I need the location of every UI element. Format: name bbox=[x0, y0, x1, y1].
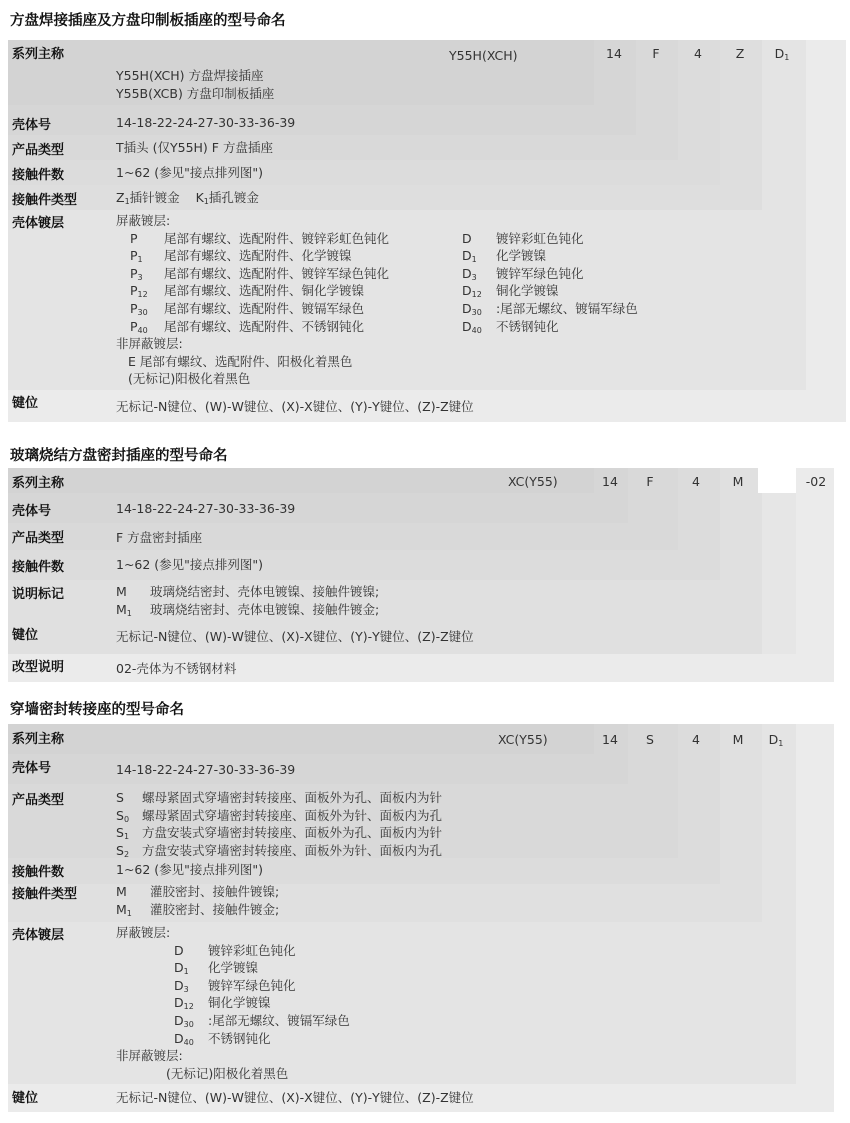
s3-code-plating: $D_1$ bbox=[768, 732, 784, 748]
desc-item: M 玻璃烧结密封、壳体电镀镍、接触件镀镍; bbox=[116, 584, 380, 599]
row-value: $Z_1$插针镀金 $K_1$插孔镀金 bbox=[116, 190, 259, 206]
item-code: $D_3$ bbox=[462, 265, 477, 282]
item-text: 镀锌军绿色钝化 bbox=[208, 977, 296, 993]
row-label: 键位 bbox=[12, 396, 39, 411]
list-item bbox=[174, 977, 350, 995]
list-item bbox=[174, 959, 350, 977]
ctype-list bbox=[116, 883, 279, 918]
s1-code-type: F bbox=[652, 46, 660, 61]
shield-label: 屏蔽镀层: bbox=[116, 213, 171, 228]
list-item bbox=[174, 1012, 350, 1030]
item-text: 铜化学镀镍 bbox=[496, 283, 559, 299]
row-label: 接触件类型 bbox=[12, 193, 78, 208]
item-text: 尾部有螺纹、选配附件、铜化学镀镍 bbox=[164, 283, 365, 299]
s2-code-contacts: 4 bbox=[692, 474, 700, 489]
nonshield-none: (无标记)阳极化着黑色 bbox=[166, 1065, 289, 1081]
row-label: 接触件数 bbox=[12, 560, 65, 575]
item-code: D bbox=[174, 942, 184, 958]
row-value: 1~62 (参见"接点排列图") bbox=[116, 165, 264, 180]
item-code: $P_1$ bbox=[130, 248, 143, 265]
desc-item: $M_1$ 玻璃烧结密封、壳体电镀镍、接触件镀金; bbox=[116, 601, 380, 618]
section2-title: 玻璃烧结方盘密封插座的型号命名 bbox=[10, 448, 228, 464]
list-item bbox=[174, 1030, 350, 1048]
item-text: 镀锌军绿色钝化 bbox=[496, 265, 584, 281]
row-label: 改型说明 bbox=[12, 660, 65, 675]
plating-list bbox=[116, 230, 816, 336]
item-text: 螺母紧固式穿墙密封转接座、面板外为孔、面板内为针 bbox=[142, 790, 443, 805]
item-code: $P_{30}$ bbox=[130, 300, 148, 317]
plating-left-item bbox=[130, 318, 364, 340]
plating-line bbox=[116, 318, 816, 336]
item-text: 方盘安装式穿墙密封转接座、面板外为孔、面板内为针 bbox=[142, 825, 443, 841]
item-text: 镀锌彩虹色钝化 bbox=[208, 942, 296, 958]
row-label: 接触件数 bbox=[12, 168, 65, 183]
s3-code-series: XC(Y55) bbox=[498, 732, 548, 747]
list-item bbox=[174, 942, 350, 960]
row-value: T插头 (仅Y55H) F 方盘插座 bbox=[116, 140, 273, 155]
s2-code-mod: -02 bbox=[805, 474, 827, 489]
list-item bbox=[116, 901, 279, 919]
s3-code-shell: 14 bbox=[602, 732, 618, 747]
item-text: :尾部无螺纹、镀镉军绿色 bbox=[496, 300, 638, 316]
list-item bbox=[174, 994, 350, 1012]
item-code: $D_{40}$ bbox=[174, 1030, 194, 1047]
plating-left-item bbox=[130, 230, 389, 248]
list-item bbox=[116, 883, 279, 901]
row-value: 14-18-22-24-27-30-33-36-39 bbox=[116, 762, 296, 777]
item-code: $D_{30}$ bbox=[462, 300, 482, 317]
list-item bbox=[116, 807, 442, 825]
row-label: 壳体号 bbox=[12, 761, 52, 776]
item-text: 灌胶密封、接触件镀镍; bbox=[150, 884, 280, 899]
plating-block bbox=[116, 212, 816, 388]
section1-title: 方盘焊接插座及方盘印制板插座的型号命名 bbox=[10, 13, 286, 29]
series-item: Y55B(XCB) 方盘印制板插座 bbox=[116, 85, 275, 101]
list-item bbox=[116, 789, 442, 807]
item-code: $D_{40}$ bbox=[462, 318, 482, 335]
s1-code-plating: $D_1$ bbox=[774, 46, 790, 62]
row-label: 壳体镀层 bbox=[12, 928, 65, 943]
item-code: $M_1$ bbox=[116, 901, 132, 918]
row-label: 说明标记 bbox=[12, 587, 65, 602]
item-text: :尾部无螺纹、镀镉军绿色 bbox=[208, 1012, 350, 1028]
plating-right-item bbox=[462, 230, 584, 248]
row-value: 1~62 (参见"接点排列图") bbox=[116, 862, 264, 877]
row-label: 产品类型 bbox=[12, 143, 65, 158]
item-code: $S_2$ bbox=[116, 842, 130, 859]
row-label: 系列主称 bbox=[12, 732, 65, 747]
item-text: 镀锌彩虹色钝化 bbox=[496, 230, 584, 246]
section3-title: 穿墙密封转接座的型号命名 bbox=[10, 702, 184, 718]
item-text: 化学镀镍 bbox=[496, 248, 547, 264]
shield-label: 屏蔽镀层: bbox=[116, 925, 171, 940]
plating-line bbox=[116, 265, 816, 283]
item-text: 尾部有螺纹、选配附件、镀锌军绿色钝化 bbox=[164, 265, 390, 281]
plating-line bbox=[116, 230, 816, 248]
item-code: M bbox=[116, 884, 127, 899]
item-code: $S_0$ bbox=[116, 807, 130, 824]
item-code: $P_3$ bbox=[130, 265, 143, 282]
row-label: 键位 bbox=[12, 628, 39, 643]
plating-line bbox=[116, 247, 816, 265]
s3-code-contacts: 4 bbox=[692, 732, 700, 747]
nonshield-none: (无标记)阳极化着黑色 bbox=[128, 371, 251, 387]
desc-list bbox=[116, 583, 379, 618]
s2-code-type: F bbox=[646, 474, 654, 489]
series-item: Y55H(XCH) 方盘焊接插座 bbox=[116, 68, 264, 83]
item-text: 螺母紧固式穿墙密封转接座、面板外为针、面板内为孔 bbox=[142, 807, 443, 823]
s2-code-series: XC(Y55) bbox=[508, 474, 558, 489]
item-text: 尾部有螺纹、选配附件、不锈钢钝化 bbox=[164, 318, 365, 334]
row-label: 系列主称 bbox=[12, 47, 65, 62]
row-value: 1~62 (参见"接点排列图") bbox=[116, 557, 264, 572]
item-code: $D_3$ bbox=[174, 977, 189, 994]
row-value: 无标记-N键位、(W)-W键位、(X)-X键位、(Y)-Y键位、(Z)-Z键位 bbox=[116, 1090, 474, 1105]
s2-code-desc: M bbox=[732, 474, 744, 489]
item-code: $P_{12}$ bbox=[130, 283, 148, 300]
item-code: $S_1$ bbox=[116, 825, 130, 842]
list-item bbox=[116, 824, 442, 842]
plating-block bbox=[116, 924, 350, 1082]
nonshield-e: E 尾部有螺纹、选配附件、阳极化着黑色 bbox=[128, 353, 353, 369]
s1-code-series: Y55H(XCH) bbox=[449, 48, 518, 63]
item-text: 化学镀镍 bbox=[208, 960, 259, 976]
s1-code-shell: 14 bbox=[606, 46, 622, 61]
plating-line bbox=[116, 300, 816, 318]
row-label: 键位 bbox=[12, 1091, 39, 1106]
item-code: $D_{30}$ bbox=[174, 1012, 194, 1029]
s1-code-ctype: Z bbox=[735, 46, 745, 61]
item-text: 灌胶密封、接触件镀金; bbox=[150, 901, 280, 917]
row-label: 产品类型 bbox=[12, 531, 65, 546]
type-list bbox=[116, 789, 442, 859]
item-code: $D_1$ bbox=[174, 960, 189, 977]
item-code: $P_{40}$ bbox=[130, 318, 148, 335]
row-label: 接触件数 bbox=[12, 865, 65, 880]
item-code: S bbox=[116, 790, 124, 805]
item-text: 方盘安装式穿墙密封转接座、面板外为针、面板内为孔 bbox=[142, 842, 443, 858]
plating-line bbox=[116, 282, 816, 300]
row-label: 产品类型 bbox=[12, 793, 65, 808]
nonshield-label: 非屏蔽镀层: bbox=[116, 336, 183, 352]
item-code: P bbox=[130, 230, 138, 246]
item-code: D bbox=[462, 230, 472, 246]
item-text: 不锈钢钝化 bbox=[496, 318, 559, 334]
series-list bbox=[116, 67, 274, 102]
row-label: 壳体号 bbox=[12, 118, 52, 133]
row-label: 壳体号 bbox=[12, 504, 52, 519]
plating-right-item bbox=[462, 318, 559, 340]
item-text: 尾部有螺纹、选配附件、镀锌彩虹色钝化 bbox=[164, 230, 390, 246]
nonshield-label: 非屏蔽镀层: bbox=[116, 1048, 183, 1064]
row-value: 14-18-22-24-27-30-33-36-39 bbox=[116, 501, 296, 516]
item-code: $D_{12}$ bbox=[462, 283, 482, 300]
row-label: 接触件类型 bbox=[12, 887, 78, 902]
s2-bg-col0 bbox=[8, 468, 594, 493]
s3-code-type: S bbox=[646, 732, 654, 747]
row-label: 壳体镀层 bbox=[12, 216, 65, 231]
row-value: 无标记-N键位、(W)-W键位、(X)-X键位、(Y)-Y键位、(Z)-Z键位 bbox=[116, 629, 474, 644]
row-value: 14-18-22-24-27-30-33-36-39 bbox=[116, 115, 296, 130]
plating-list bbox=[116, 942, 350, 1048]
s3-code-ctype: M bbox=[732, 732, 744, 747]
item-text: 尾部有螺纹、选配附件、化学镀镍 bbox=[164, 248, 352, 264]
item-text: 尾部有螺纹、选配附件、镀镉军绿色 bbox=[164, 300, 365, 316]
s1-code-contacts: 4 bbox=[694, 46, 702, 61]
item-code: $D_{12}$ bbox=[174, 995, 194, 1012]
row-value: F 方盘密封插座 bbox=[116, 530, 203, 545]
item-text: 不锈钢钝化 bbox=[208, 1030, 271, 1046]
row-value: 无标记-N键位、(W)-W键位、(X)-X键位、(Y)-Y键位、(Z)-Z键位 bbox=[116, 399, 474, 414]
item-code: $D_1$ bbox=[462, 248, 477, 265]
row-label: 系列主称 bbox=[12, 476, 65, 491]
item-text: 铜化学镀镍 bbox=[208, 995, 271, 1011]
row-value: 02-壳体为不锈钢材料 bbox=[116, 661, 237, 676]
list-item bbox=[116, 842, 442, 860]
s2-code-shell: 14 bbox=[602, 474, 618, 489]
